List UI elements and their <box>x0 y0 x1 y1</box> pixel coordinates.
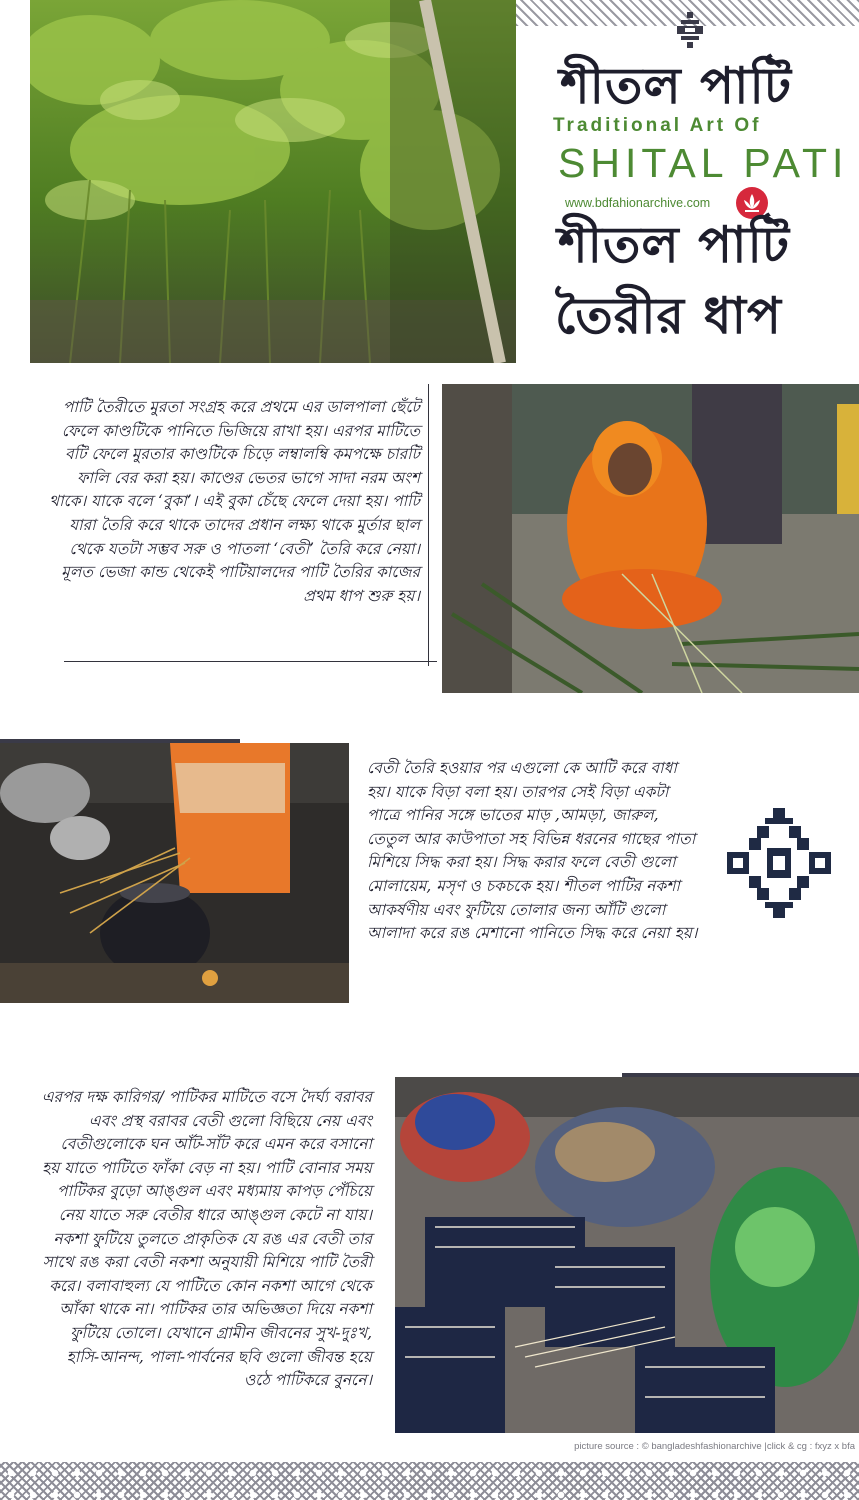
subtitle-traditional-art: Traditional Art Of <box>553 115 762 136</box>
section-2-text: বেতী তৈরি হওয়ার পর এগুলো কে আটি করে বাধা হয়। যাকে বিড়া বলা হয়। তারপর সেই বিড়া একটা পাত্রে পানির সঙ্গে ভাতের মাড় ,আমড়া, জারুল, তেতুল আর কাউপাতা সহ বিভিন্ন ধরনের গাছের পাতা মিশিয়ে সিদ্ধ করা হয়। সিদ্ধ করার ফলে বেতী গুলো মোলায়েম, মসৃণ ও চকচকে হয়। শীতল পাটির নকশা আকর্ষণীয় এবং ফুটিয়ে তোলার জন্য আঁটি গুলো আলাদা করে রঙ মেশানো পানিতে সিদ্ধ করে নেয়া হয়। <box>367 759 698 943</box>
small-motif-icon <box>675 12 705 48</box>
weaving-women-photo <box>395 1077 859 1433</box>
website-link[interactable]: www.bdfahionarchive.com <box>565 196 711 210</box>
murta-plant-photo <box>30 0 516 363</box>
boiling-cane-pot-photo <box>0 743 349 1003</box>
woman-splitting-cane-photo <box>442 384 859 693</box>
subtitle-shital-pati: SHITAL PATI <box>558 140 849 186</box>
title-bottom-line1: শীতল পাটি <box>558 216 791 274</box>
bottom-pattern-band <box>0 1462 859 1500</box>
section-1-text: পাটি তৈরীতে মুরতা সংগ্রহ করে প্রথমে এর ডালপালা ছেঁটে ফেলে কাণ্ডটিকে পানিতে ভিজিয়ে রাখা হয়। এরপর মাটিতে বটি ফেলে মুরতার কাণ্ডটিকে চিড়ে লম্বালম্বি কমপক্ষে চারটি ফালি বের করা হয়। কাণ্ডের ভেতর ভাগে সাদা নরম অংশ থাকে। যাকে বলে ‘বুকা’। এই বুকা চেঁছে ফেলে দেয়া হয়। পাটি যারা তৈরি করে থাকে তাদের প্রধান লক্ষ্য থাকে মুর্তার ছাল থেকে যতটা সম্ভব সরু ও পাতলা ‘বেতী’ তৈরি করে নেয়া। মূলত ভেজা কান্ড থেকেই পাটিয়ালদের পাটি তৈরির কাজের প্রথম ধাপ শুরু হয়। <box>49 398 420 605</box>
title-bottom-line2: তৈরীর ধাপ <box>555 287 782 345</box>
title-top: শীতল পাটি <box>560 57 793 115</box>
section-1-horizontal-rule <box>64 661 437 662</box>
lotus-logo-icon <box>735 186 769 220</box>
section-1-vertical-rule <box>428 384 429 666</box>
nakshi-motif-icon <box>727 808 831 918</box>
section-3-text: এরপর দক্ষ কারিগর/ পাটিকর মাটিতে বসে দৈর্ঘ্য বরাবর এবং প্রস্থ বরাবর বেতী গুলো বিছিয়ে নেয় এবং বেতীগুলোকে ঘন আঁট-সাঁট করে এমন করে বসানো হয় যাতে পাটিতে ফাঁকা বেড় না হয়। পাটি বোনার সময় পাটিকর বুড়ো আঙ্গুল এবং মধ্যমায় কাপড় পেঁচিয়ে নেয় যাতে সরু বেতীর ধারে আঙ্গুল কেটে না যায়। নকশা ফুটিয়ে তুলতে প্রাকৃতিক যে রঙ এর বেতী তার সাথে রঙ করা বেতী নকশা অনুযায়ী মিশিয়ে পাটি তৈরী করে। বলাবাহুল্য যে পাটিতে কোন নকশা আগে থেকে আঁকা থাকে না। পাটিকর তার অভিজ্ঞতা দিয়ে নকশা ফুটিয়ে তোলে। যেখানে গ্রামীন জীবনের সুখ-দুঃখ, হাসি-আনন্দ, পালা-পার্বনের ছবি গুলো জীবন্ত হয়ে ওঠে পাটিকরে বুননে। <box>41 1088 372 1390</box>
picture-credit: picture source : © bangladeshfashionarchive |click & cg : fxyz x bfa <box>574 1441 855 1452</box>
